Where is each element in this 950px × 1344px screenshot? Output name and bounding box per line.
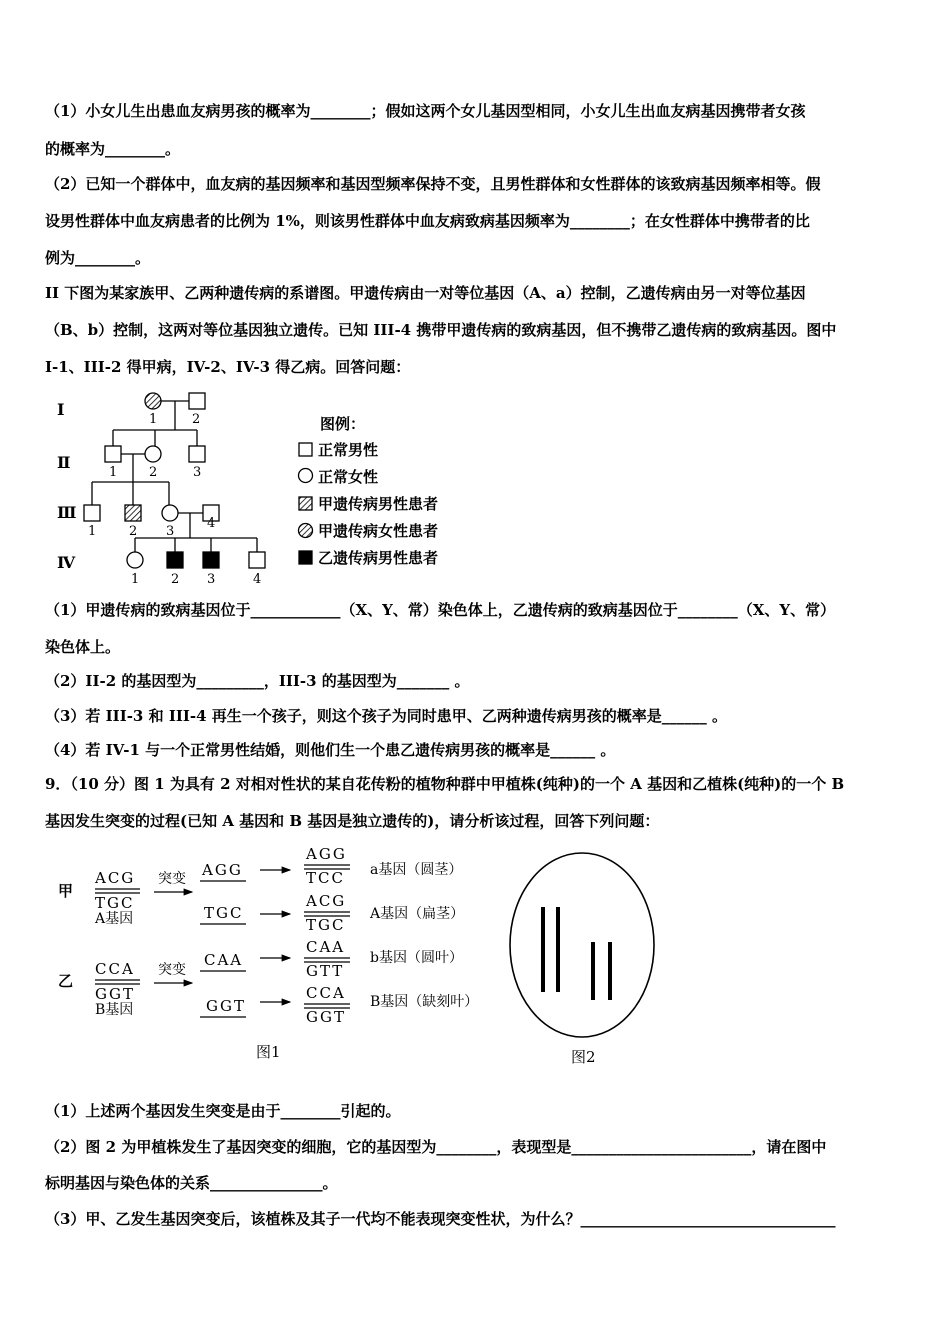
figure-2-cell bbox=[505, 845, 665, 1075]
legend-normal-male-symbol bbox=[299, 443, 312, 456]
fig1-jia-gene: A基因 bbox=[95, 911, 134, 927]
q9-q2-line1: （2）图 2 为甲植株发生了基因突变的细胞，它的基因型为________，表现型是________________________，请在图中 bbox=[45, 1138, 827, 1156]
generation-label-4: Ⅳ bbox=[57, 553, 76, 572]
hemo-q1-line2: 的概率为________。 bbox=[45, 140, 181, 158]
number-IV-4: 4 bbox=[253, 572, 262, 587]
q9-intro-line1: 9．（10 分）图 1 为具有 2 对相对性状的某自花传粉的植物种群中甲植株(纯种)的一个 A 基因和乙植株(纯种)的一个 B bbox=[45, 775, 845, 793]
number-IV-1: 1 bbox=[131, 572, 140, 587]
number-III-2: 2 bbox=[129, 524, 138, 539]
fig1-jia-top-strand: ACG bbox=[95, 869, 136, 887]
legend-title: 图例： bbox=[320, 415, 366, 433]
fig1-label-yi: 乙 bbox=[58, 972, 74, 990]
fig1-row1-mid: AGG bbox=[202, 861, 243, 879]
legend-yi-male-symbol bbox=[299, 551, 312, 564]
fig1-row3-mid: CAA bbox=[204, 951, 244, 969]
pedigree-q3: （3）若 III-3 和 III-4 再生一个孩子，则这个孩子为同时患甲、乙两种遗传病男孩的概率是______ 。 bbox=[45, 707, 727, 725]
pedigree-intro-line1: II 下图为某家族甲、乙两种遗传病的系谱图。甲遗传病由一对等位基因（A、a）控制，乙遗传病由另一对等位基因 bbox=[45, 284, 806, 302]
fig1-row4-mid: GGT bbox=[206, 997, 246, 1015]
legend-normal-female: 正常女性 bbox=[318, 468, 379, 486]
fig1-yi-mutation: 突变 bbox=[158, 962, 186, 978]
hemo-q1-line1: （1）小女儿生出患血友病男孩的概率为________；假如这两个女儿基因型相同，小女儿生出血友病基因携带者女孩 bbox=[45, 102, 806, 120]
fig1-row1-bottom: TCC bbox=[306, 869, 345, 887]
pedigree-intro-line3: I-1、III-2 得甲病，IV-2、IV-3 得乙病。回答问题： bbox=[45, 358, 411, 376]
fig1-row4-bottom: GGT bbox=[306, 1008, 346, 1026]
number-II-1: 1 bbox=[109, 465, 118, 480]
number-IV-3: 3 bbox=[207, 572, 216, 587]
cell-outline bbox=[510, 853, 654, 1037]
q9-q3: （3）甲、乙发生基因突变后，该植株及其子一代均不能表现突变性状，为什么？__________________________________ bbox=[45, 1210, 836, 1228]
individual-IV-1 bbox=[127, 552, 143, 568]
q9-q1: （1）上述两个基因发生突变是由于________引起的。 bbox=[45, 1102, 401, 1120]
number-IV-2: 2 bbox=[171, 572, 180, 587]
figure-1-gene-mutation bbox=[50, 840, 500, 1070]
individual-I-2 bbox=[189, 393, 205, 409]
individual-II-2 bbox=[145, 446, 161, 462]
fig1-yi-bottom-strand: GGT bbox=[95, 985, 135, 1003]
individual-II-1 bbox=[105, 446, 121, 462]
fig1-row3-bottom: GTT bbox=[306, 962, 345, 980]
individual-II-3 bbox=[189, 446, 205, 462]
pedigree-q4: （4）若 IV-1 与一个正常男性结婚，则他们生一个患乙遗传病男孩的概率是______ 。 bbox=[45, 741, 616, 759]
fig1-row2-label: A基因（扁茎） bbox=[370, 906, 465, 922]
individual-IV-2 bbox=[167, 552, 183, 568]
hemo-q2-line3: 例为________。 bbox=[45, 249, 151, 267]
fig1-row3-label: b基因（圆叶） bbox=[370, 950, 463, 966]
number-III-1: 1 bbox=[88, 524, 97, 539]
hemo-q2-line1: （2）已知一个群体中，血友病的基因频率和基因型频率保持不变，且男性群体和女性群体的该致病基因频率相等。假 bbox=[45, 175, 821, 193]
individual-III-1 bbox=[84, 505, 100, 521]
number-III-3: 3 bbox=[166, 524, 175, 539]
legend-yi-male: 乙遗传病男性患者 bbox=[318, 549, 439, 567]
number-III-4: 4 bbox=[207, 516, 216, 531]
fig1-yi-top-strand: CCA bbox=[95, 960, 135, 978]
legend-normal-female-symbol bbox=[299, 469, 313, 483]
individual-III-2 bbox=[125, 505, 141, 521]
generation-label-3: Ⅲ bbox=[57, 503, 77, 522]
fig1-row4-top: CCA bbox=[306, 984, 346, 1002]
fig1-jia-mutation: 突变 bbox=[158, 871, 186, 887]
pedigree-q1-line2: 染色体上。 bbox=[45, 638, 121, 656]
fig2-caption: 图2 bbox=[571, 1048, 596, 1066]
generation-label-1: Ⅰ bbox=[57, 400, 65, 419]
pedigree-intro-line2: （B、b）控制，这两对等位基因独立遗传。已知 III-4 携带甲遗传病的致病基因，但不携带乙遗传病的致病基因。图中 bbox=[45, 321, 837, 339]
number-I-1: 1 bbox=[149, 412, 158, 427]
fig1-row4-label: B基因（缺刻叶） bbox=[370, 994, 479, 1010]
fig1-row2-mid: TGC bbox=[204, 904, 244, 922]
q9-intro-line2: 基因发生突变的过程(已知 A 基因和 B 基因是独立遗传的)，请分析该过程，回答下列问题： bbox=[45, 812, 660, 830]
legend-jia-male-symbol bbox=[299, 497, 312, 510]
fig1-label-jia: 甲 bbox=[58, 882, 74, 900]
hemo-q2-line2: 设男性群体中血友病患者的比例为 1%，则该男性群体中血友病致病基因频率为________；在女性群体中携带者的比 bbox=[45, 212, 810, 230]
fig1-row2-bottom: TGC bbox=[306, 916, 346, 934]
legend-jia-female: 甲遗传病女性患者 bbox=[318, 522, 439, 540]
fig1-row2-top: ACG bbox=[306, 892, 347, 910]
individual-IV-4 bbox=[249, 552, 265, 568]
individual-I-1 bbox=[145, 393, 161, 409]
fig1-row1-label: a基因（圆茎） bbox=[370, 862, 463, 878]
generation-label-2: Ⅱ bbox=[57, 453, 71, 472]
fig1-row1-top: AGG bbox=[306, 845, 347, 863]
number-II-2: 2 bbox=[149, 465, 158, 480]
legend-jia-female-symbol bbox=[299, 524, 313, 538]
fig1-caption: 图1 bbox=[256, 1043, 281, 1061]
q9-q2-line2: 标明基因与染色体的关系_______________。 bbox=[45, 1174, 338, 1192]
fig1-jia-bottom-strand: TGC bbox=[95, 894, 135, 912]
legend-jia-male: 甲遗传病男性患者 bbox=[318, 495, 439, 513]
pedigree-q1-line1: （1）甲遗传病的致病基因位于____________（X、Y、常）染色体上，乙遗传病的致病基因位于________（X、Y、常） bbox=[45, 601, 836, 619]
pedigree-figure bbox=[45, 385, 485, 590]
individual-IV-3 bbox=[203, 552, 219, 568]
fig1-row3-top: CAA bbox=[306, 938, 346, 956]
pedigree-q2: （2）II-2 的基因型为_________，III-3 的基因型为_______ 。 bbox=[45, 672, 470, 690]
number-II-3: 3 bbox=[193, 465, 202, 480]
legend-normal-male: 正常男性 bbox=[318, 441, 379, 459]
individual-III-3 bbox=[162, 505, 178, 521]
fig1-yi-gene: B基因 bbox=[95, 1002, 134, 1018]
number-I-2: 2 bbox=[192, 412, 201, 427]
